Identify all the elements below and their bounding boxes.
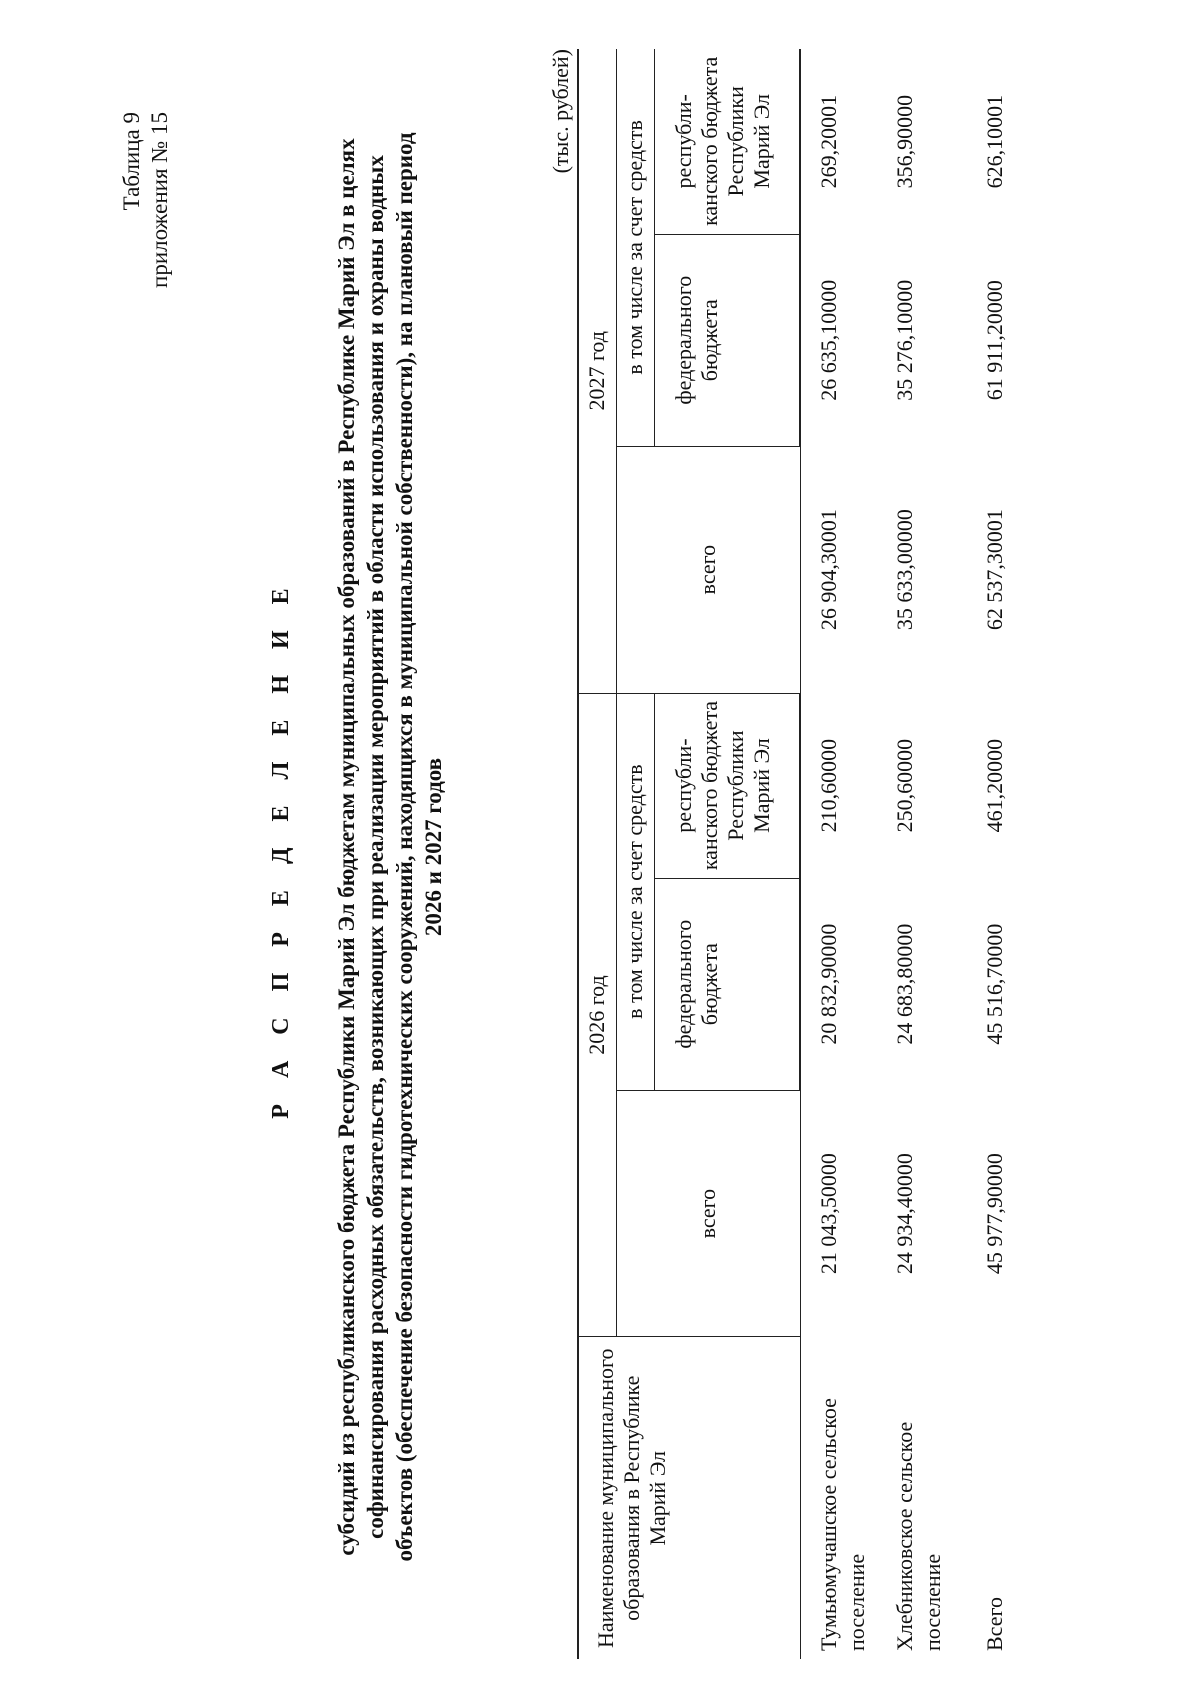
column-header-2026-republican: республи-канского бюджета Республики Марий Эл	[654, 693, 800, 878]
table-row	[877, 49, 953, 1659]
column-header-2026-including: в том числе за счет средств	[616, 693, 654, 1090]
units-label: (тыс. рублей)	[548, 49, 573, 174]
cell-2026-federal: 45 516,70000	[981, 923, 1007, 1045]
cell-2027-federal: 35 276,10000	[891, 279, 917, 401]
table-row	[800, 49, 877, 1659]
cell-2026-republican: 461,20000	[981, 738, 1007, 833]
cell-2027-total: 35 633,00000	[891, 509, 917, 631]
cell-2026-republican: 250,60000	[891, 738, 917, 833]
cell-2027-total: 26 904,30001	[815, 509, 841, 631]
cell-2026-total: 45 977,90000	[981, 1153, 1007, 1275]
distribution-table	[577, 49, 1019, 1659]
annex-appendix-number: приложения № 15	[147, 112, 172, 288]
row-name: Всего	[981, 1597, 1007, 1651]
cell-2026-total: 24 934,40000	[891, 1153, 917, 1275]
column-header-2026-total: всего	[616, 1090, 800, 1337]
row-name: Тумьюмучашское сельское поселение	[815, 1398, 869, 1651]
cell-2026-total: 21 043,50000	[815, 1153, 841, 1275]
column-header-2027-total: всего	[616, 446, 800, 693]
column-header-2026-federal: федерального бюджета	[654, 878, 800, 1090]
document-title: Р А С П Р Е Д Е Л Е Н И Е	[268, 578, 294, 1119]
column-header-2027: 2027 год	[578, 49, 616, 693]
cell-2027-republican: 626,10001	[981, 94, 1007, 189]
cell-2027-republican: 356,90000	[891, 94, 917, 189]
annex-table-number: Таблица 9	[119, 112, 144, 211]
cell-2026-federal: 24 683,80000	[891, 923, 917, 1045]
cell-2026-federal: 20 832,90000	[816, 923, 841, 1045]
column-header-2027-republican: республи-канского бюджета Республики Марий Эл	[654, 49, 800, 234]
cell-2026-republican: 210,60000	[816, 738, 841, 833]
column-header-name: Наименование муниципального образования в Республике Марий Эл	[578, 1337, 800, 1659]
cell-2027-total: 62 537,30001	[981, 509, 1007, 631]
row-name: Хлебниковское сельское поселение	[891, 1421, 945, 1651]
column-header-2026: 2026 год	[578, 693, 616, 1337]
annex-reference	[118, 112, 174, 302]
cell-2027-republican: 269,20001	[816, 94, 841, 189]
table-row-total	[953, 49, 1019, 1659]
cell-2027-federal: 61 911,20000	[981, 280, 1007, 401]
cell-2027-federal: 26 635,10000	[816, 279, 841, 401]
column-header-2027-including: в том числе за счет средств	[616, 49, 654, 446]
column-header-2027-federal: федерального бюджета	[654, 234, 800, 446]
document-subtitle: субсидий из республиканского бюджета Республики Марий Эл бюджетам муниципальных образований в Республике Марий Эл в целях софинансирования расходных обязательств, возникающих при реализации мероприятий в области использования и охраны водных объектов (обеспечение безопасности гидротехнических сооружений, находящихся в муниципальной собственности), на плановый период 2026 и 2027 годов	[334, 132, 446, 1562]
